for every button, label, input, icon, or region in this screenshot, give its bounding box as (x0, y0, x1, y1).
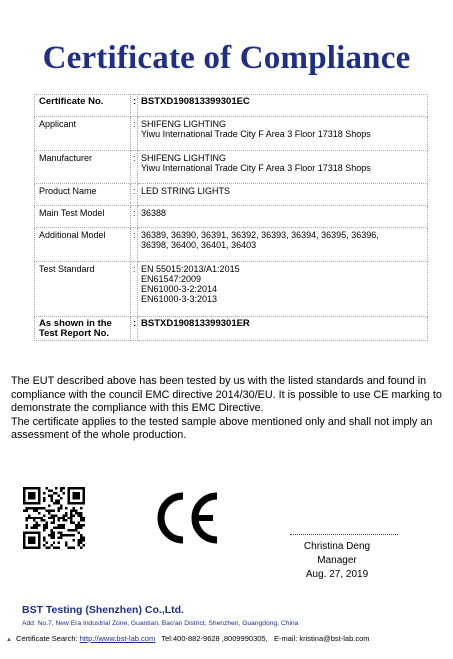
row-separator: : (131, 151, 138, 184)
row-label: Certificate No. (35, 95, 131, 117)
row-label: Additional Model (35, 228, 131, 262)
signature-block (272, 540, 402, 582)
footer-company: BST Testing (Shenzhen) Co.,Ltd. (22, 604, 184, 616)
triangle-icon: ▲ (6, 637, 12, 643)
ce-mark-icon (150, 490, 222, 546)
row-label: Applicant (35, 117, 131, 151)
row-value-line: LED STRING LIGHTS (141, 186, 231, 196)
info-row (35, 95, 428, 117)
row-value-line: Yiwu International Trade City F Area 3 Floor 17318 Shops (141, 129, 371, 139)
info-row (35, 206, 428, 228)
email[interactable]: E-mail: kristina@bst-lab.com (273, 634, 370, 643)
info-row (35, 184, 428, 206)
row-value-line: 36398, 36400, 36401, 36403 (141, 240, 257, 250)
row-value (138, 262, 428, 317)
row-value-line: EN 55015:2013/A1:2015 (141, 264, 240, 274)
telephone: Tel:400-882-9628 ,8009990305, (161, 634, 268, 643)
row-separator: : (131, 228, 138, 262)
info-row (35, 151, 428, 184)
row-value-line: Yiwu International Trade City F Area 3 Floor 17318 Shops (141, 163, 371, 173)
certificate-info-table (34, 94, 428, 341)
row-value (138, 228, 428, 262)
footer-contact (6, 634, 446, 643)
statement-paragraph-1: The EUT described above has been tested by us with the listed standards and found in compliance with the council EMC directive 2014/30/EU. It is possible to use CE marking to demonstrate the compliance with this EMC Directive. (11, 375, 442, 415)
info-row (35, 317, 428, 341)
row-value-line: EN61547:2009 (141, 274, 202, 284)
website-link[interactable]: http://www.bst-lab.com (79, 634, 156, 643)
row-separator: : (131, 117, 138, 151)
row-separator: : (131, 95, 138, 117)
row-label: Product Name (35, 184, 131, 206)
row-value (138, 117, 428, 151)
row-separator: : (131, 184, 138, 206)
info-row (35, 117, 428, 151)
row-value-line: SHIFENG LIGHTING (141, 119, 227, 129)
row-value-line: BSTXD190813399301ER (141, 318, 250, 329)
signatory-name: Christina Deng (303, 541, 371, 552)
footer-address: Add: No.7, New Era Industrial Zone, Guantian, Bao'an District, Shenzhen, Guangdong, China (22, 620, 299, 627)
certificate-title: Certificate of Compliance (42, 40, 411, 76)
signature-date: Aug. 27, 2019 (305, 569, 369, 580)
row-label: Manufacturer (35, 151, 131, 184)
row-value-line: 36388 (141, 208, 167, 218)
info-row (35, 262, 428, 317)
row-separator: : (131, 262, 138, 317)
compliance-statement (11, 375, 445, 443)
row-label: Test Standard (35, 262, 131, 317)
row-separator: : (131, 206, 138, 228)
row-label: Main Test Model (35, 206, 131, 228)
row-value-line: EN61000-3-2:2014 (141, 284, 218, 294)
row-value-line: 36389, 36390, 36391, 36392, 36393, 36394, 36395, 36396, (141, 230, 379, 240)
qr-code-icon (23, 487, 85, 549)
row-value-line: EN61000-3-3:2013 (141, 294, 218, 304)
info-row (35, 228, 428, 262)
row-separator: : (131, 317, 138, 341)
row-value (138, 95, 428, 117)
certificate-search-label: Certificate Search: (15, 634, 78, 643)
row-value-line: SHIFENG LIGHTING (141, 153, 227, 163)
row-value (138, 317, 428, 341)
row-label: As shown in the Test Report No. (35, 317, 131, 341)
row-value-line: BSTXD190813399301EC (141, 96, 250, 107)
signature-line (290, 534, 398, 535)
row-value (138, 206, 428, 228)
row-value (138, 184, 428, 206)
signatory-role: Manager (317, 555, 357, 566)
statement-paragraph-2: The certificate applies to the tested sample above mentioned only and shall not imply an assessment of the whole production. (11, 415, 433, 442)
row-value (138, 151, 428, 184)
